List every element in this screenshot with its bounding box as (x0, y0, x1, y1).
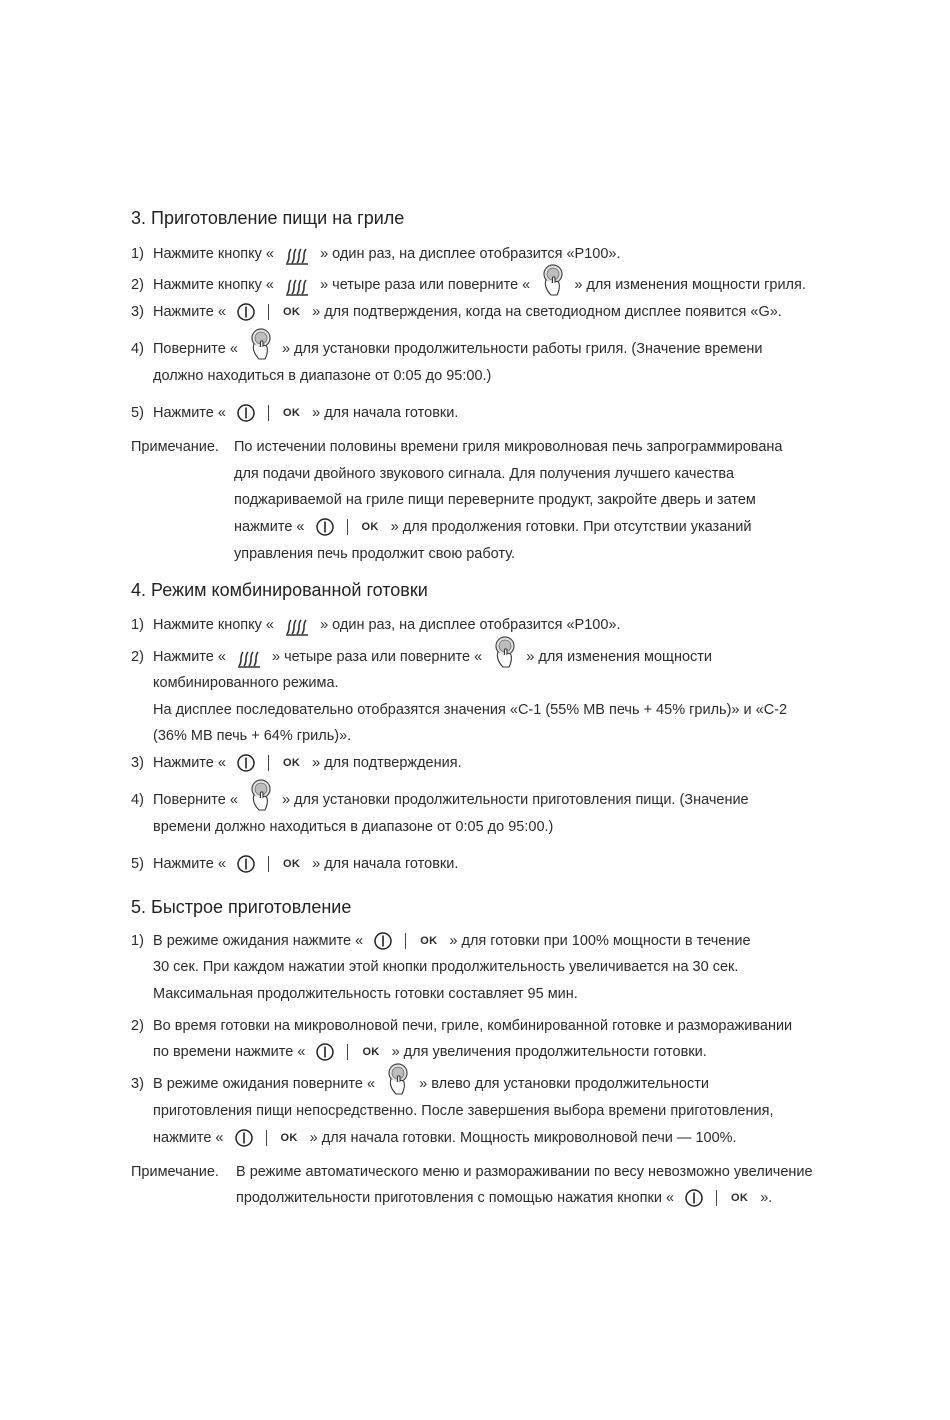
s4-step-2-cont: На дисплее последовательно отобразятся значения «C-1 (55% МВ печь + 45% гриль)» и «C-2 (153, 702, 788, 718)
s3-note-line: нажмите « OK » для продолжения готовки. При отсутствии указаний (234, 517, 751, 537)
start-icon (373, 931, 393, 951)
divider (266, 1130, 267, 1146)
s3-step-2: 2) Нажмите кнопку « » четыре раза или поверните « » для изменения мощности гриля. (131, 274, 806, 294)
ok-label: OK (280, 1132, 298, 1145)
step-number: 3) (131, 1076, 144, 1092)
ok-label: OK (282, 757, 301, 770)
grill-icon (284, 243, 310, 265)
start-icon (236, 302, 256, 322)
step-number: 4) (131, 792, 144, 808)
s3-step-4-cont: должно находиться в диапазоне от 0:05 до 95:00.) (153, 368, 492, 384)
s3-step-1: 1) Нажмите кнопку « » один раз, на дисплее отобразится «P100». (131, 243, 620, 263)
s4-step-3: 3) Нажмите « OK » для подтверждения. (131, 753, 462, 773)
start-ok-button-icon (236, 753, 302, 773)
s5-step-2-cont: по времени нажмите « OK » для увеличения продолжительности готовки. (153, 1042, 707, 1062)
grill-icon (284, 274, 310, 296)
step-number: 2) (131, 1018, 144, 1034)
start-icon (236, 854, 256, 874)
grill-icon (236, 646, 262, 668)
step-number: 1) (131, 616, 144, 633)
start-icon (315, 517, 335, 537)
s5-step-3-cont: приготовления пищи непосредственно. После завершения выбора времени приготовления, (153, 1103, 774, 1119)
start-ok-button-icon (373, 931, 439, 951)
s3-note-label: Примечание. (131, 439, 219, 455)
s3-step-5: 5) Нажмите « OK » для начала готовки. (131, 403, 458, 423)
s5-note-line: В режиме автоматического меню и размораживании по весу невозможно увеличение (236, 1164, 813, 1180)
step-number: 2) (131, 648, 144, 665)
step-number: 1) (131, 245, 144, 262)
knob-icon (383, 1062, 411, 1096)
s5-step-3: 3) В режиме ожидания поверните « » влево для установки продолжительности (131, 1074, 709, 1094)
start-icon (315, 1042, 335, 1062)
s4-step-4-cont: времени должно находиться в диапазоне от 0:05 до 95:00.) (153, 819, 554, 835)
ok-label: OK (362, 1046, 380, 1059)
s3-note-line: поджариваемой на гриле пищи переверните продукт, закройте дверь и затем (234, 492, 756, 508)
ok-label: OK (420, 935, 438, 948)
s3-step-3: 3) Нажмите « OK » для подтверждения, когда на светодиодном дисплее появится «G». (131, 302, 782, 322)
step-number: 2) (131, 276, 144, 293)
divider (268, 405, 269, 421)
s5-step-1: 1) В режиме ожидания нажмите « OK » для готовки при 100% мощности в течение (131, 931, 751, 951)
step-number: 3) (131, 755, 144, 771)
step-number: 5) (131, 856, 144, 872)
s3-step-4: 4) Поверните « » для установки продолжительности работы гриля. (Значение времени (131, 339, 763, 359)
start-ok-button-icon (234, 1128, 300, 1148)
ok-label: OK (282, 407, 301, 420)
s3-note-line: По истечении половины времени гриля микроволновая печь запрограммирована (234, 439, 783, 455)
s5-step-1-cont: Максимальная продолжительность готовки составляет 95 мин. (153, 986, 578, 1002)
start-ok-button-icon (236, 854, 302, 874)
start-ok-button-icon (315, 1042, 381, 1062)
s3-note-line: управления печь продолжит свою работу. (234, 546, 516, 562)
s4-step-2: 2) Нажмите « » четыре раза или поверните « » для изменения мощности (131, 646, 712, 666)
start-icon (236, 403, 256, 423)
step-number: 3) (131, 304, 144, 320)
s5-step-3-cont: нажмите « OK » для начала готовки. Мощность микроволновой печи — 100%. (153, 1128, 737, 1148)
start-icon (236, 753, 256, 773)
start-ok-button-icon (684, 1188, 750, 1208)
start-ok-button-icon (236, 302, 302, 322)
start-ok-button-icon (315, 517, 381, 537)
divider (268, 755, 269, 771)
ok-label: OK (282, 306, 301, 319)
start-icon (234, 1128, 254, 1148)
divider (268, 856, 269, 872)
s4-step-4: 4) Поверните « » для установки продолжительности приготовления пищи. (Значение (131, 790, 749, 810)
knob-icon (538, 263, 566, 297)
grill-icon (284, 614, 310, 636)
s5-step-1-cont: 30 сек. При каждом нажатии этой кнопки продолжительность увеличивается на 30 сек. (153, 959, 739, 975)
step-number: 5) (131, 405, 144, 421)
s5-note-line: продолжительности приготовления с помощью нажатия кнопки « OK ». (236, 1188, 772, 1208)
s4-step-1: 1) Нажмите кнопку « » один раз, на дисплее отобразится «P100». (131, 614, 620, 634)
divider (405, 933, 406, 949)
ok-label: OK (282, 858, 301, 871)
knob-icon (246, 778, 274, 812)
step-number: 1) (131, 933, 144, 949)
divider (347, 1044, 348, 1060)
knob-icon (490, 635, 518, 669)
step-number: 4) (131, 341, 144, 357)
start-ok-button-icon (236, 403, 302, 423)
ok-label: OK (731, 1192, 749, 1205)
section-title-quick: 5. Быстрое приготовление (131, 897, 352, 917)
s5-step-2: 2) Во время готовки на микроволновой печи, гриле, комбинированной готовке и размораживании (131, 1018, 793, 1034)
s4-step-5: 5) Нажмите « OK » для начала готовки. (131, 854, 458, 874)
knob-icon (246, 327, 274, 361)
s4-step-2-cont: комбинированного режима. (153, 675, 339, 691)
divider (347, 519, 348, 535)
divider (716, 1190, 717, 1206)
s4-step-2-cont: (36% МВ печь + 64% гриль)». (153, 728, 352, 744)
divider (268, 304, 269, 320)
section-title-grill: 3. Приготовление пищи на гриле (131, 208, 405, 228)
s5-note-label: Примечание. (131, 1164, 219, 1180)
section-title-combi: 4. Режим комбинированной готовки (131, 580, 428, 600)
start-icon (684, 1188, 704, 1208)
s3-note-line: для подачи двойного звукового сигнала. Для получения лучшего качества (234, 466, 735, 482)
ok-label: OK (361, 521, 379, 534)
